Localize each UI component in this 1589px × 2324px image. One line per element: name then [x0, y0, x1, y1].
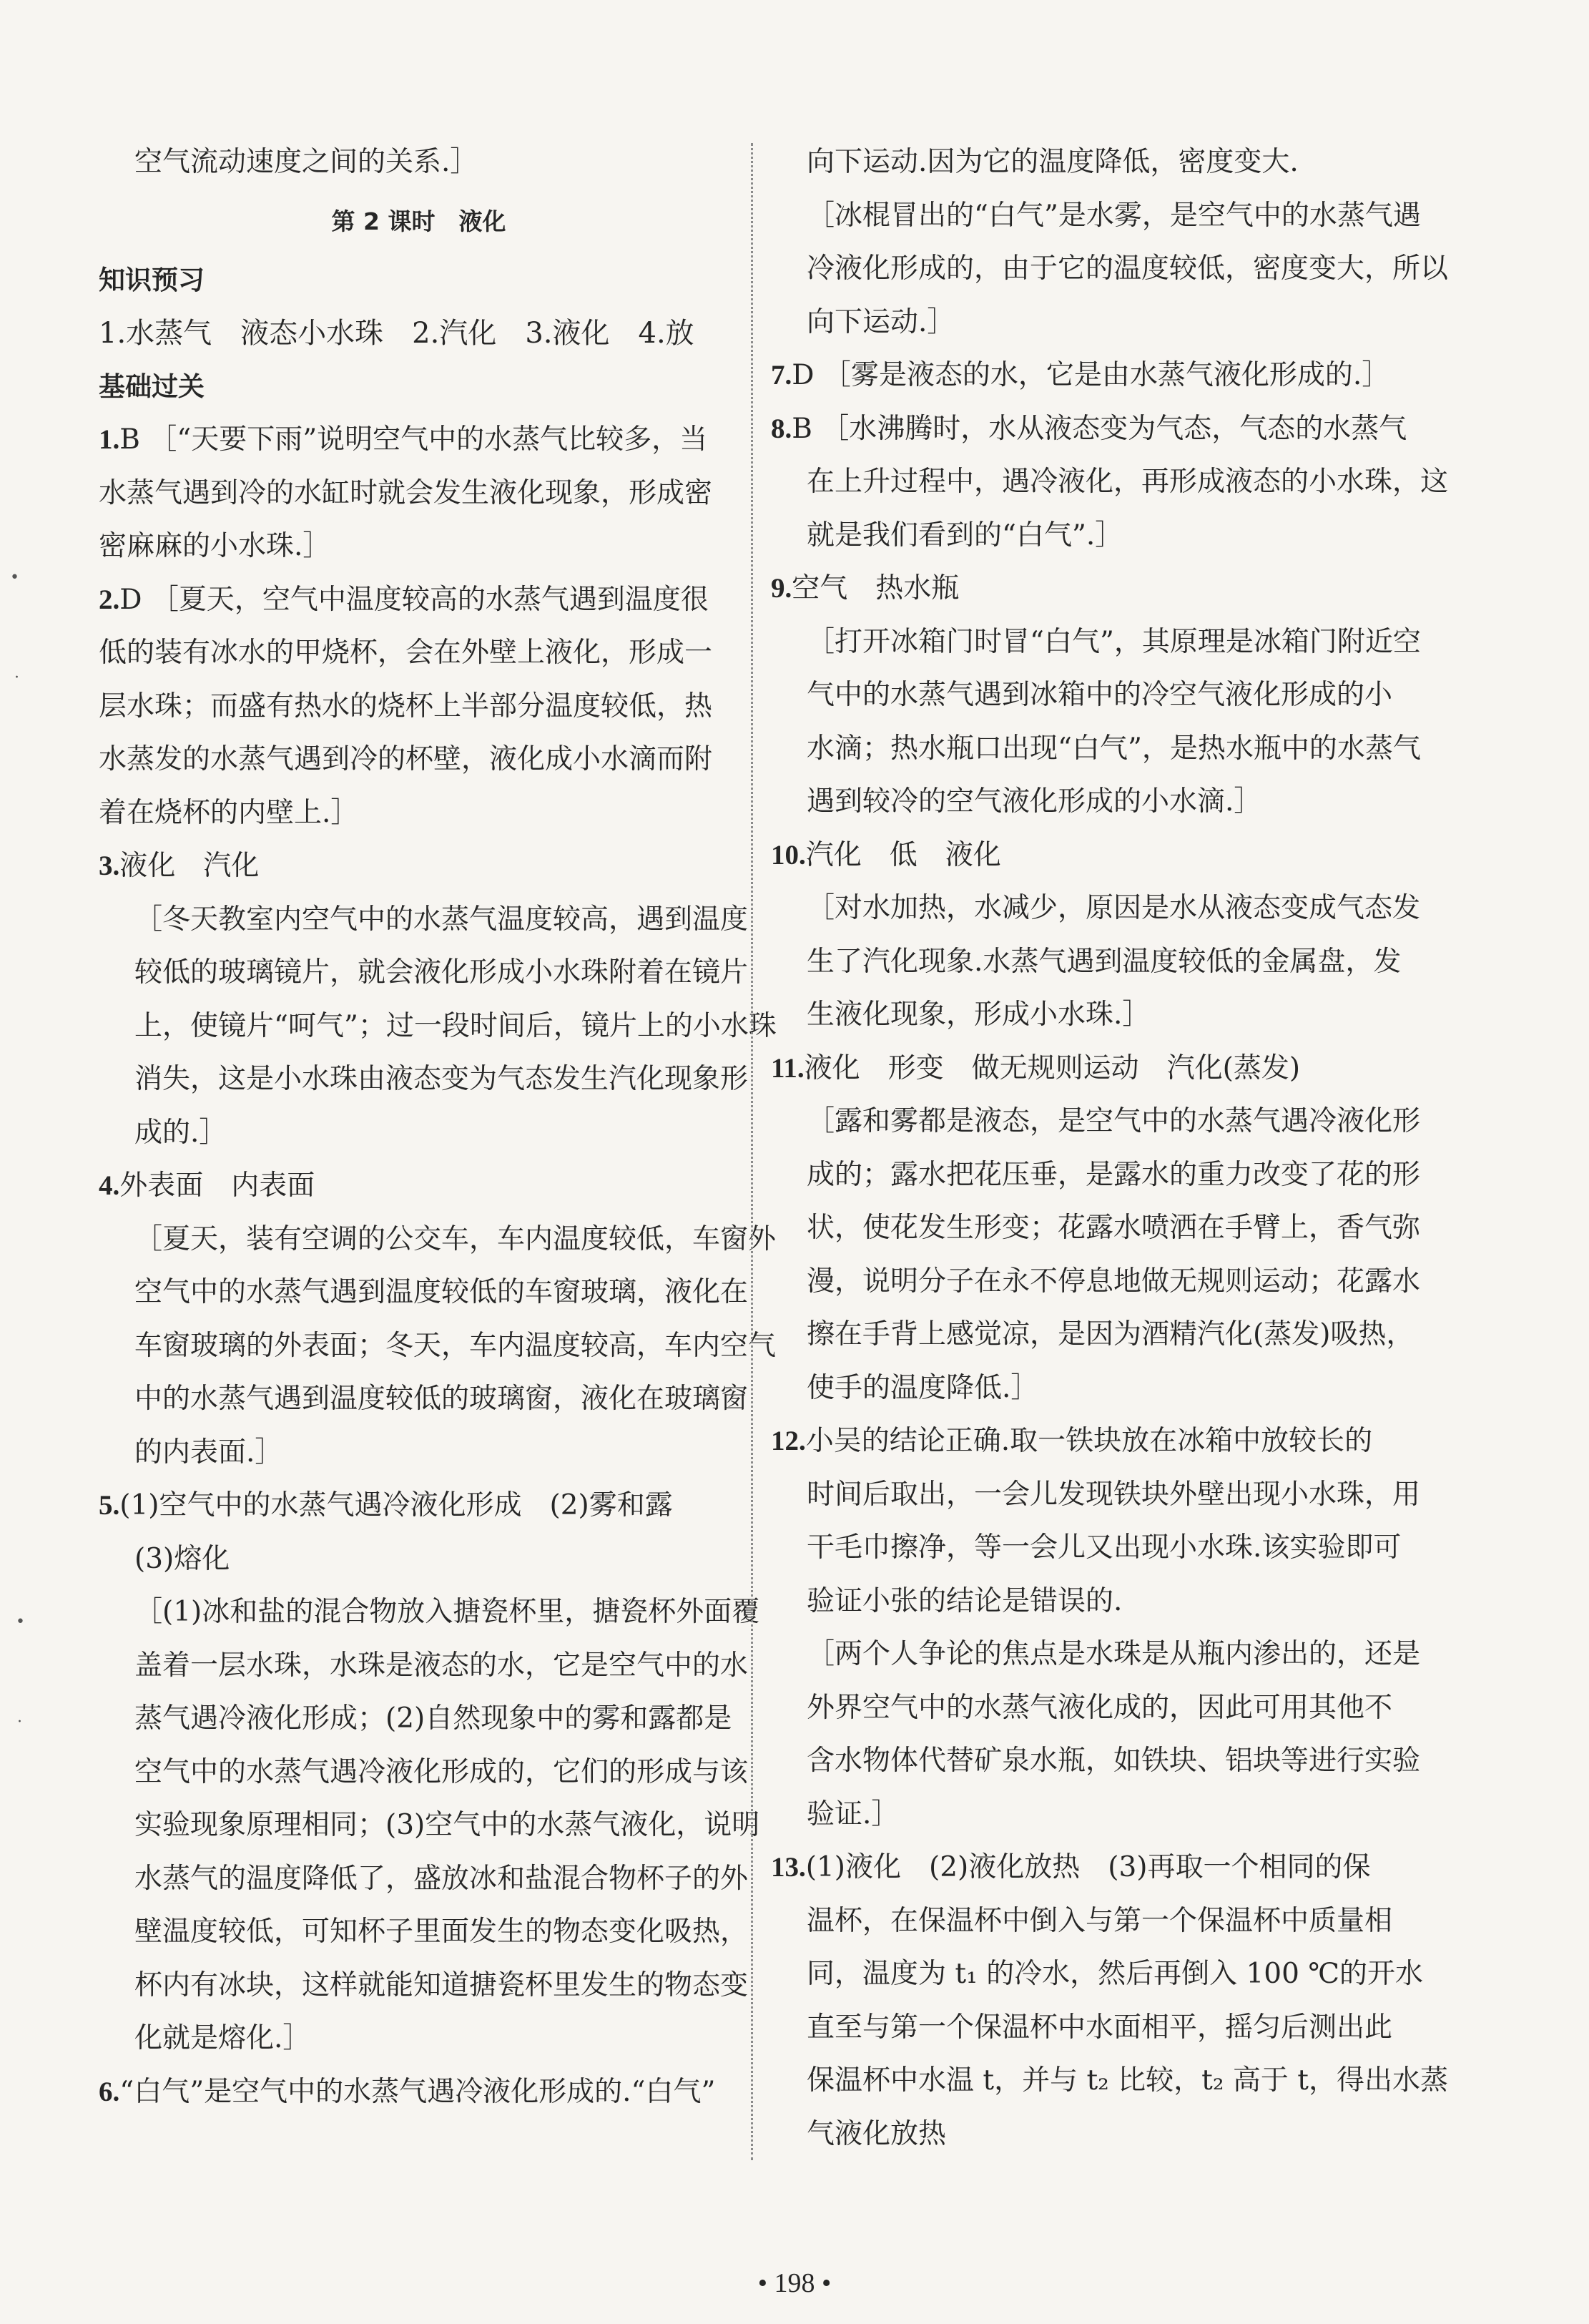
section-heading: 基础过关	[99, 371, 205, 402]
text-line: 冷液化形成的，由于它的温度较低，密度变大，所以	[807, 252, 1449, 285]
text-line: ［两个人争论的焦点是水珠是从瓶内渗出的，还是	[807, 1638, 1421, 1670]
text-line: 车窗玻璃的外表面；冬天，车内温度较高，车内空气	[134, 1329, 777, 1362]
page-number: • 198 •	[757, 2268, 832, 2298]
text-line: 气中的水蒸气遇到冰箱中的冷空气液化形成的小	[807, 679, 1393, 711]
text-line: 蒸气遇冷液化形成；(2)自然现象中的雾和露都是	[134, 1702, 732, 1735]
text-line: 消失，这是小水珠由液态变为气态发生汽化现象形	[134, 1063, 749, 1095]
text-line: 层水珠；而盛有热水的烧杯上半部分温度较低，热	[99, 690, 713, 722]
text-line: 空气流动速度之间的关系.］	[134, 146, 478, 178]
text-line: 着在烧杯的内壁上.］	[99, 796, 359, 829]
left-column	[99, 136, 777, 2119]
answer-text: 液化 形变 做无规则运动 汽化(蒸发)	[804, 1051, 1301, 1084]
answer-text: 外表面 内表面	[119, 1170, 315, 1202]
text-line: 在上升过程中，遇冷液化，再形成液态的小水珠，这	[807, 466, 1449, 498]
text-line: ［冬天教室内空气中的水蒸气温度较高，遇到温度	[134, 903, 749, 936]
text-line: ［对水加热，水减少，原因是水从液态变成气态发	[807, 892, 1421, 924]
text-line: 水滴；热水瓶口出现“白气”，是热水瓶中的水蒸气	[807, 732, 1421, 765]
answer-number: 6.	[99, 2076, 120, 2107]
answer-item	[771, 1042, 1418, 1096]
text-line: 向下运动.］	[807, 305, 955, 338]
answer-number: 12.	[771, 1426, 806, 1456]
answer-item	[771, 562, 1418, 616]
text-line: ［打开冰箱门时冒“白气”，其原理是冰箱门附近空	[807, 625, 1421, 658]
answer-text: 小吴的结论正确.取一铁块放在冰箱中放较长的	[805, 1425, 1373, 1457]
right-column	[771, 136, 1449, 2161]
text-line: 保温杯中水温 t，并与 t₂ 比较，t₂ 高于 t，得出水蒸	[807, 2064, 1448, 2097]
text-line: 水蒸发的水蒸气遇到冷的杯壁，液化成小水滴而附	[99, 743, 713, 775]
column-divider	[751, 143, 753, 2160]
text-line: 中的水蒸气遇到温度较低的玻璃窗，液化在玻璃窗	[134, 1383, 749, 1415]
answer-text: B ［水沸腾时，水从液态变为气态，气态的水蒸气	[792, 412, 1407, 445]
text-line: 遇到较冷的空气液化形成的小水滴.］	[807, 785, 1262, 818]
text-line: 低的装有冰水的甲烧杯，会在外壁上液化，形成一	[99, 637, 713, 669]
text-line: 密麻麻的小水珠.］	[99, 530, 331, 562]
text-line: 温杯，在保温杯中倒入与第一个保温杯中质量相	[807, 1904, 1393, 1937]
answer-text: (1)液化 (2)液化放热 (3)再取一个相同的保	[805, 1851, 1371, 1883]
text-line: 水蒸气的温度降低了，盛放冰和盐混合物杯子的外	[134, 1862, 749, 1895]
text-line: 盖着一层水珠，水珠是液态的水，它是空气中的水	[134, 1649, 749, 1682]
text-line: 外界空气中的水蒸气液化成的，因此可用其他不	[807, 1691, 1393, 1724]
answer-number: 13.	[771, 1852, 806, 1883]
text-line: ［夏天，装有空调的公交车，车内温度较低，车窗外	[134, 1222, 777, 1255]
text-line: 状，使花发生形变；花露水喷洒在手臂上，香气弥	[807, 1212, 1421, 1244]
answer-text: B ［“天要下雨”说明空气中的水蒸气比较多，当	[119, 423, 708, 456]
text-line: 较低的玻璃镜片，就会液化形成小水珠附着在镜片	[134, 956, 749, 989]
answer-number: 10.	[771, 839, 806, 871]
answer-item	[99, 1159, 739, 1213]
text-line: 干毛巾擦净，等一会儿又出现小水珠.该实验即可	[807, 1531, 1402, 1564]
answer-item	[771, 1415, 1418, 1469]
scan-mark: •	[10, 569, 19, 587]
preview-answers: 1.水蒸气 液态小水珠 2.汽化 3.液化 4.放	[99, 317, 694, 350]
section-heading: 知识预习	[99, 264, 205, 295]
answer-text: D ［夏天，空气中温度较高的水蒸气遇到温度很	[119, 583, 709, 616]
answer-number: 7.	[771, 360, 792, 391]
text-line: ［露和雾都是液态，是空气中的水蒸气遇冷液化形	[807, 1105, 1421, 1137]
text-line: 实验现象原理相同；(3)空气中的水蒸气液化，说明	[134, 1809, 760, 1841]
answer-text: 汽化 低 液化	[805, 838, 1001, 871]
text-line: 向下运动.因为它的温度降低，密度变大.	[807, 146, 1299, 178]
scan-mark: ·	[14, 669, 19, 687]
text-line: 漫，说明分子在永不停息地做无规则运动；花露水	[807, 1265, 1421, 1298]
answer-item	[771, 829, 1418, 883]
answer-item	[99, 2066, 739, 2119]
text-line: 杯内有冰块，这样就能知道搪瓷杯里发生的物态变	[134, 1968, 749, 2001]
text-line: 生液化现象，形成小水珠.］	[807, 999, 1151, 1031]
answer-text: (1)空气中的水蒸气遇冷液化形成 (2)雾和露	[119, 1489, 673, 1521]
text-line: (3)熔化	[134, 1542, 230, 1575]
text-line: 成的.］	[134, 1116, 227, 1149]
text-line: 直至与第一个保温杯中水面相平，摇匀后测出此	[807, 2011, 1393, 2044]
answer-number: 11.	[771, 1052, 805, 1084]
text-line: 生了汽化现象.水蒸气遇到温度较低的金属盘，发	[807, 945, 1402, 978]
section-title: 第 2 课时 液化	[331, 207, 506, 235]
text-line: 成的；露水把花压垂，是露水的重力改变了花的形	[807, 1158, 1421, 1191]
text-line: 化就是熔化.］	[134, 2022, 311, 2054]
answer-item	[771, 1841, 1418, 1895]
text-line: 上，使镜片“呵气”；过一段时间后，镜片上的小水珠	[134, 1009, 777, 1042]
answer-number: 4.	[99, 1170, 120, 1201]
answer-number: 3.	[99, 850, 120, 881]
answer-item	[99, 574, 739, 627]
text-line: 验证.］	[807, 1798, 900, 1830]
answer-item	[99, 413, 739, 467]
text-line: 同，温度为 t₁ 的冷水，然后再倒入 100 ℃的开水	[807, 1958, 1423, 1990]
text-line: 含水物体代替矿泉水瓶，如铁块、铝块等进行实验	[807, 1745, 1421, 1777]
answer-text: D ［雾是液态的水，它是由水蒸气液化形成的.］	[792, 359, 1390, 391]
text-line: 时间后取出，一会儿发现铁块外壁出现小水珠，用	[807, 1478, 1421, 1511]
text-line: ［(1)冰和盐的混合物放入搪瓷杯里，搪瓷杯外面覆	[134, 1596, 760, 1628]
answer-number: 9.	[771, 573, 792, 604]
answer-text: “白气”是空气中的水蒸气遇冷液化形成的.“白气”	[119, 2075, 716, 2108]
answer-number: 2.	[99, 584, 120, 615]
text-line: ［冰棍冒出的“白气”是水雾，是空气中的水蒸气遇	[807, 199, 1421, 232]
answer-number: 5.	[99, 1490, 120, 1521]
answer-item	[99, 840, 739, 893]
answer-text: 液化 汽化	[119, 850, 260, 882]
text-line: 空气中的水蒸气遇冷液化形成的，它们的形成与该	[134, 1755, 749, 1788]
text-line: 验证小张的结论是错误的.	[807, 1584, 1123, 1617]
answer-item	[771, 403, 1418, 456]
text-line: 的内表面.］	[134, 1436, 283, 1469]
text-line: 空气中的水蒸气遇到温度较低的车窗玻璃，液化在	[134, 1276, 749, 1308]
answer-item	[99, 1479, 739, 1533]
answer-text: 空气 热水瓶	[792, 572, 960, 604]
text-line: 水蒸气遇到冷的水缸时就会发生液化现象，形成密	[99, 476, 713, 509]
text-line: 就是我们看到的“白气”.］	[807, 519, 1123, 551]
text-line: 壁温度较低，可知杯子里面发生的物态变化吸热，	[134, 1916, 749, 1948]
scan-mark: •	[16, 1613, 25, 1631]
answer-item	[771, 349, 1418, 403]
answer-number: 1.	[99, 424, 120, 455]
text-line: 气液化放热	[807, 2117, 947, 2150]
text-line: 使手的温度降低.］	[807, 1371, 1039, 1404]
text-line: 擦在手背上感觉凉，是因为酒精汽化(蒸发)吸热，	[807, 1318, 1415, 1350]
scan-mark: ·	[17, 1713, 22, 1731]
answer-number: 8.	[771, 413, 792, 444]
